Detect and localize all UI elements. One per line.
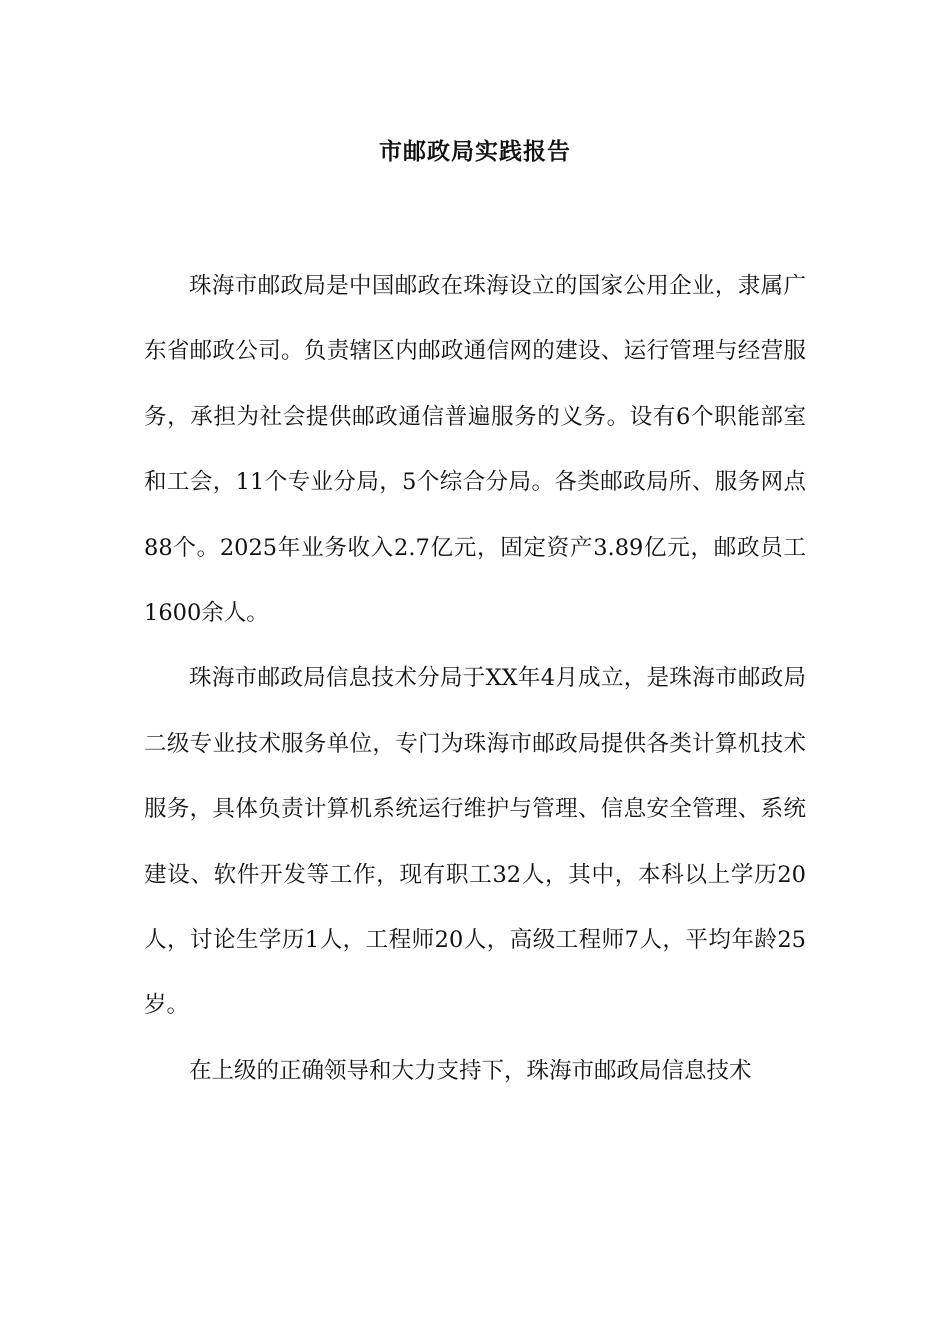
- paragraph-leadership: 在上级的正确领导和大力支持下，珠海市邮政局信息技术: [189, 1057, 752, 1084]
- document-title: 市邮政局实践报告: [379, 138, 571, 165]
- paragraph-company-overview: 珠海市邮政局是中国邮政在珠海设立的国家公用企业，隶属广东省邮政公司。负责辖区内邮政通信网的建设、运行管理与经营服务，承担为社会提供邮政通信普遍服务的义务。设有6个职能部室和工会，11个专业分局，5个综合分局。各类邮政局所、服务网点88个。2025年业务收入2.7亿元，固定资产3.89亿元，邮政员工1600余人。: [144, 273, 806, 627]
- document-body: [144, 254, 806, 1104]
- paragraph-it-branch: 珠海市邮政局信息技术分局于XX年4月成立，是珠海市邮政局二级专业技术服务单位，专门为珠海市邮政局提供各类计算机技术服务，具体负责计算机系统运行维护与管理、信息安全管理、系统建设、软件开发等工作，现有职工32人，其中，本科以上学历20人，讨论生学历1人，工程师20人，高级工程师7人，平均年龄25岁。: [144, 665, 806, 1019]
